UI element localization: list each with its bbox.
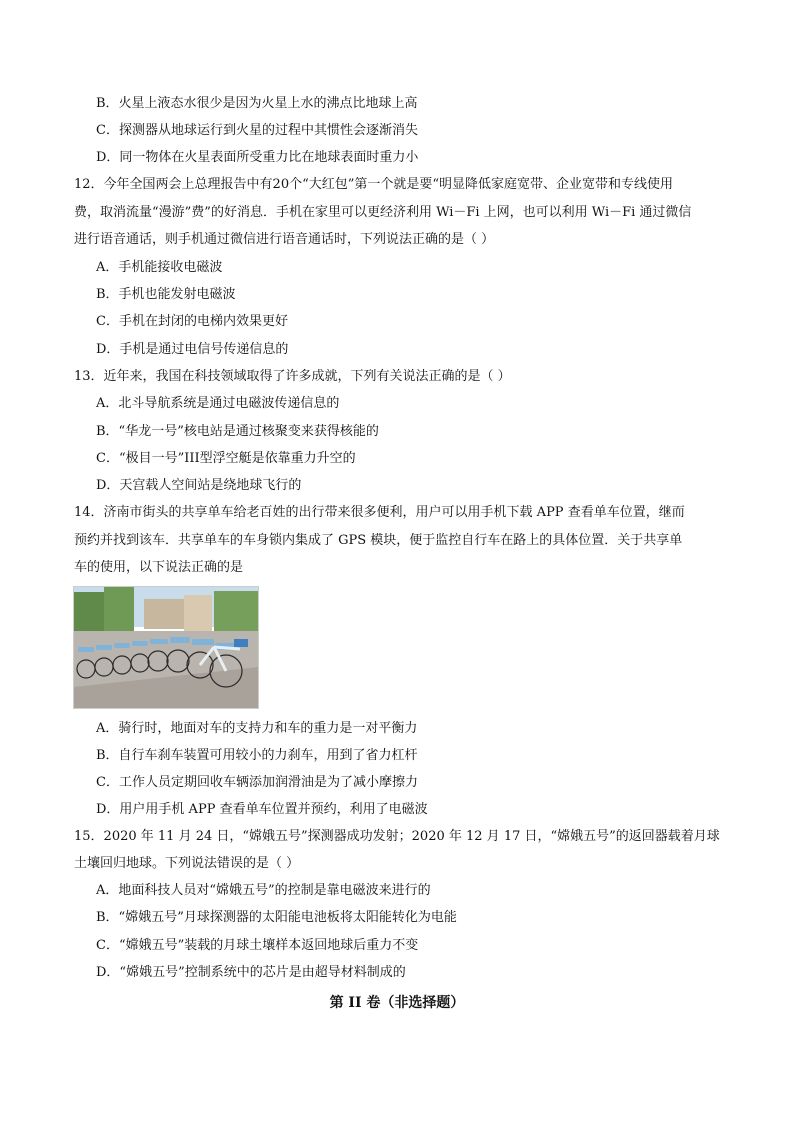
- q11-option-d: D．同一物体在火星表面所受重力比在地球表面时重力小: [96, 150, 419, 165]
- q11-option-b: B．火星上液态水很少是因为火星上水的沸点比地球上高: [96, 96, 418, 111]
- q14-option-a: A．骑行时，地面对车的支持力和车的重力是一对平衡力: [96, 721, 418, 736]
- q12-stem-line1: 12．今年全国两会上总理报告中有20个“大红包”第一个就是要“明显降低家庭宽带、企业宽带和专线使用: [74, 177, 674, 192]
- q12-option-a: A．手机能接收电磁波: [96, 260, 223, 275]
- section-title: 第 II 卷（非选择题）: [329, 995, 465, 1011]
- q15-option-d: D．“嫦娥五号”控制系统中的芯片是由超导材料制成的: [96, 965, 406, 980]
- q15-option-b: B．“嫦娥五号”月球探测器的太阳能电池板将太阳能转化为电能: [96, 910, 457, 925]
- q13-option-d: D．天宫载人空间站是绕地球飞行的: [96, 478, 302, 493]
- q13-option-a: A．北斗导航系统是通过电磁波传递信息的: [96, 396, 340, 411]
- q11-option-c: C．探测器从地球运行到火星的过程中其惯性会逐渐消失: [96, 123, 418, 138]
- q12-stem-line2: 费，取消流量“漫游”费”的好消息．手机在家里可以更经济利用 Wi－Fi 上网，也可以利用 Wi－Fi 通过微信: [74, 205, 692, 220]
- q14-option-d: D．用户用手机 APP 查看单车位置并预约，利用了电磁波: [96, 802, 428, 817]
- q14-stem-line1: 14．济南市街头的共享单车给老百姓的出行带来很多便利，用户可以用手机下载 APP 查看单车位置，继而: [74, 505, 685, 520]
- q15-stem-line2: 土壤回归地球。下列说法错误的是（ ）: [74, 856, 300, 871]
- q14-stem-line3: 车的使用，以下说法正确的是: [74, 560, 244, 575]
- q14-stem-line2: 预约并找到该车．共享单车的车身锁内集成了 GPS 模块，便于监控自行车在路上的具体位置．关于共享单: [74, 533, 683, 548]
- q15-option-a: A．地面科技人员对“嫦娥五号”的控制是靠电磁波来进行的: [96, 883, 431, 898]
- q12-stem-line3: 进行语音通话，则手机通过微信进行语音通话时，下列说法正确的是（ ）: [74, 232, 495, 247]
- q13-option-c: C．“极目一号”III型浮空艇是依靠重力升空的: [96, 451, 356, 466]
- shared-bicycles-photo: [73, 586, 259, 709]
- q14-option-c: C．工作人员定期回收车辆添加润滑油是为了减小摩擦力: [96, 775, 418, 790]
- q15-stem-line1: 15．2020 年 11 月 24 日，“嫦娥五号”探测器成功发射；2020 年 12 月 17 日，“嫦娥五号”的返回器载着月球: [74, 829, 720, 844]
- q13-stem: 13．近年来，我国在科技领域取得了许多成就，下列有关说法正确的是（ ）: [74, 369, 511, 384]
- q13-option-b: B．“华龙一号”核电站是通过核聚变来获得核能的: [96, 424, 379, 439]
- q14-option-b: B．自行车刹车装置可用较小的力刹车，用到了省力杠杆: [96, 748, 418, 763]
- q12-option-b: B．手机也能发射电磁波: [96, 287, 236, 302]
- q15-option-c: C．“嫦娥五号”装载的月球土壤样本返回地球后重力不变: [96, 938, 419, 953]
- q12-option-d: D．手机是通过电信号传递信息的: [96, 342, 289, 357]
- q12-option-c: C．手机在封闭的电梯内效果更好: [96, 314, 288, 329]
